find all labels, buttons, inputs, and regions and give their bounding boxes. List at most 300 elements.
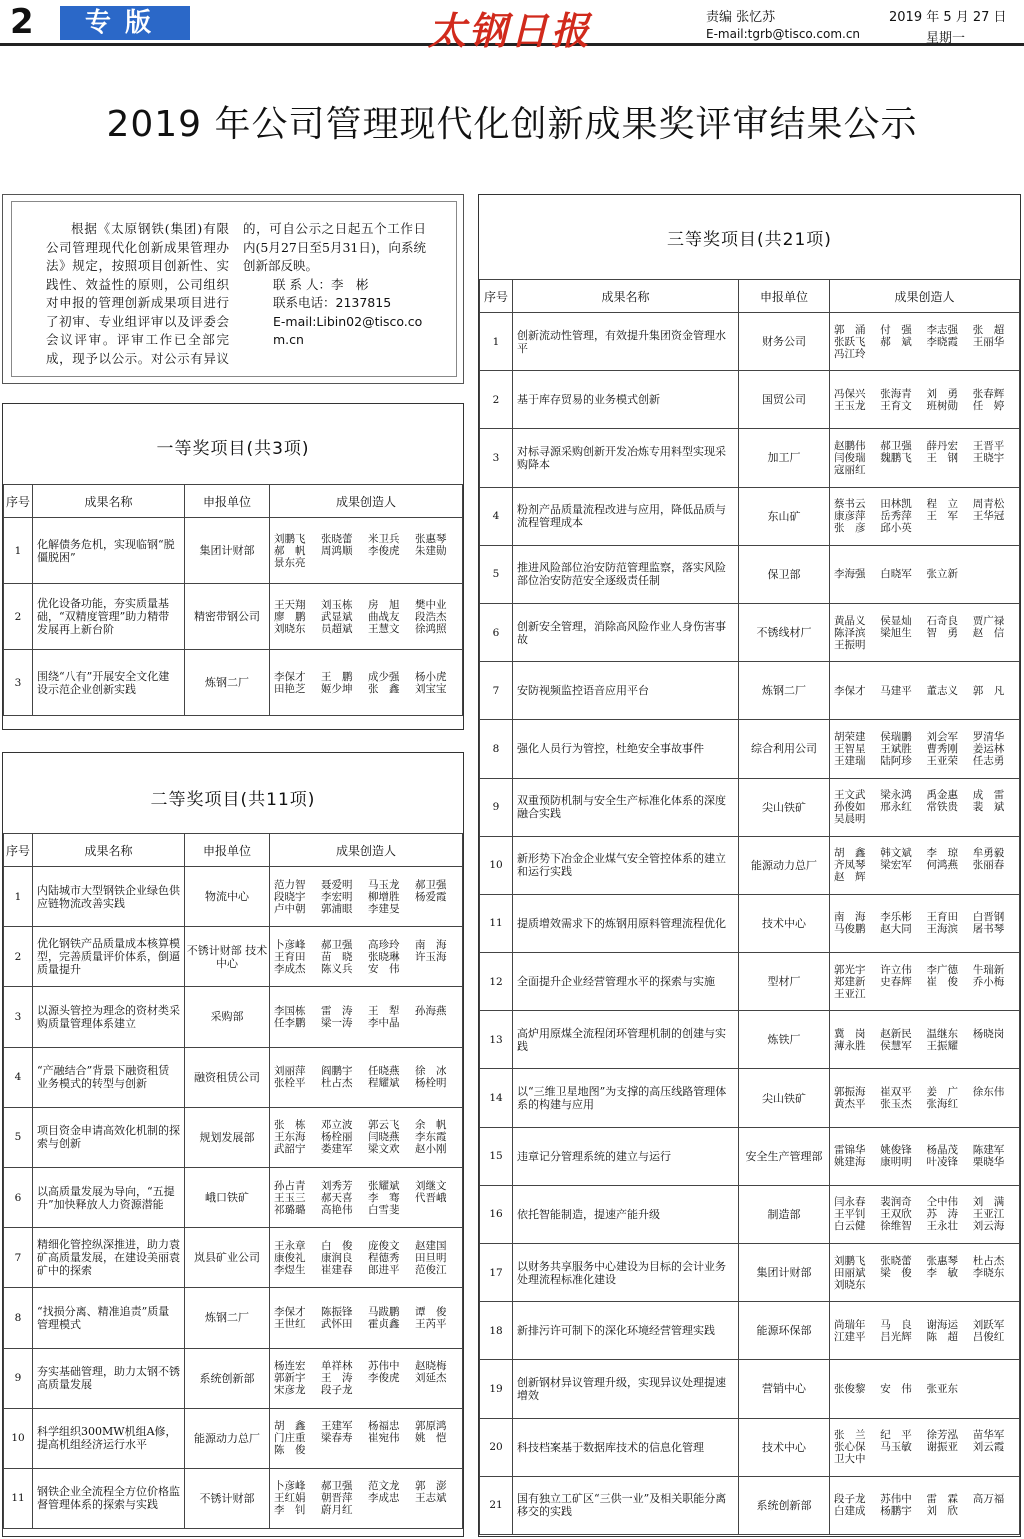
row-number: 16 bbox=[480, 1185, 513, 1243]
creator-name: 员超斌 bbox=[321, 622, 353, 635]
creator-name: 刘鹏飞 bbox=[274, 532, 306, 545]
creator-name: 梁文欢 bbox=[368, 1143, 400, 1156]
creators-list bbox=[834, 911, 1015, 935]
creators-cell bbox=[830, 894, 1020, 952]
project-name: 国有独立工矿区“三供一业”及相关职能分离移交的实践 bbox=[513, 1476, 739, 1534]
creator-name: 徐芳泓 bbox=[926, 1429, 958, 1442]
table-row bbox=[4, 1288, 463, 1348]
creator-name: 朝晋萍 bbox=[321, 1492, 353, 1505]
creator-name: 马建平 bbox=[880, 684, 912, 697]
creator-name: 郝卫强 bbox=[321, 938, 353, 951]
creators-cell bbox=[830, 953, 1020, 1011]
creator-name: 姚 恺 bbox=[415, 1432, 447, 1445]
applying-unit: 能源环保部 bbox=[739, 1302, 830, 1360]
creator-name: 康润良 bbox=[321, 1251, 353, 1264]
creator-name: 张心保 bbox=[834, 1441, 866, 1454]
creator-name: 田丽斌 bbox=[834, 1266, 866, 1279]
table-row bbox=[480, 487, 1020, 545]
creator-name: 李俊虎 bbox=[368, 1372, 400, 1385]
creator-name: 张 鑫 bbox=[368, 682, 400, 695]
creator-name: 王 犁 bbox=[368, 1004, 400, 1017]
creators-list bbox=[834, 324, 1015, 360]
table-row bbox=[4, 1228, 463, 1288]
creator-name: 裴润奇 bbox=[880, 1196, 912, 1209]
creator-name: 贾广禄 bbox=[972, 614, 1005, 627]
creator-name: 牟勇毅 bbox=[972, 847, 1005, 860]
creator-name: 罗清华 bbox=[972, 730, 1005, 743]
creator-name: 程耀斌 bbox=[368, 1077, 400, 1090]
creator-name: 班树勋 bbox=[926, 399, 958, 412]
table-row bbox=[4, 867, 463, 927]
project-name: 夯实基础管理，助力太钢不锈高质量发展 bbox=[33, 1348, 185, 1408]
creator-name: 刘鹏飞 bbox=[834, 1254, 866, 1267]
creators-cell bbox=[830, 1127, 1020, 1185]
creator-name: 杨晶茂 bbox=[926, 1144, 958, 1157]
applying-unit: 炼钢二厂 bbox=[739, 662, 830, 720]
table-row bbox=[480, 1244, 1020, 1302]
creator-name: 江建平 bbox=[834, 1330, 866, 1343]
creator-name: 郭新宇 bbox=[274, 1372, 306, 1385]
table-row bbox=[480, 836, 1020, 894]
applying-unit: 国贸公司 bbox=[739, 371, 830, 429]
creators-cell bbox=[830, 836, 1020, 894]
creator-name: 张晓琳 bbox=[368, 950, 400, 963]
creator-name: 白建成 bbox=[834, 1505, 866, 1518]
row-number: 7 bbox=[480, 662, 513, 720]
creator-name: 杨小虎 bbox=[415, 670, 447, 683]
creator-name: 孙占青 bbox=[274, 1179, 306, 1192]
table-row bbox=[480, 603, 1020, 661]
creators-list bbox=[834, 731, 1015, 767]
creator-name: 崔建春 bbox=[321, 1263, 353, 1276]
creator-name: 杜占杰 bbox=[321, 1077, 353, 1090]
creator-name: 胡 鑫 bbox=[274, 1420, 306, 1433]
applying-unit: 岚县矿业公司 bbox=[185, 1228, 270, 1288]
creator-name: 郭云飞 bbox=[368, 1119, 400, 1132]
second-prize-panel bbox=[2, 752, 464, 1537]
project-name: 以财务共享服务中心建设为目标的会计业务处理流程标准化建设 bbox=[513, 1244, 739, 1302]
creators-list bbox=[274, 533, 458, 569]
table-row bbox=[4, 1348, 463, 1408]
creator-name: 任晓燕 bbox=[368, 1065, 400, 1078]
creator-name: 成少强 bbox=[368, 670, 400, 683]
creator-name: 禹金惠 bbox=[926, 789, 958, 802]
creator-name: 薄永胜 bbox=[834, 1039, 866, 1052]
creators-cell bbox=[270, 584, 463, 650]
creator-name: 梁永鸿 bbox=[880, 789, 912, 802]
creators-list bbox=[834, 1028, 1015, 1052]
creator-name: 李保才 bbox=[274, 1305, 306, 1318]
creator-name: 娄建军 bbox=[321, 1143, 353, 1156]
row-number: 5 bbox=[480, 545, 513, 603]
first-prize-title: 一等奖项目(共3项) bbox=[156, 439, 310, 459]
creator-name: 崔 俊 bbox=[926, 975, 958, 988]
creator-name: 任李鹏 bbox=[274, 1016, 306, 1029]
creator-name: 王丽华 bbox=[972, 335, 1005, 348]
creator-name: 苗华军 bbox=[972, 1429, 1005, 1442]
col-unit: 申报单位 bbox=[739, 280, 830, 313]
creator-name: 王斌胜 bbox=[880, 742, 912, 755]
creator-name: 聂爱明 bbox=[321, 878, 353, 891]
creator-name: 刘 勇 bbox=[926, 387, 958, 400]
row-number: 4 bbox=[480, 487, 513, 545]
creator-name: 白 俊 bbox=[321, 1239, 353, 1252]
project-name: 创新安全管理，消除高风险作业人身伤害事故 bbox=[513, 603, 739, 661]
table-row bbox=[480, 371, 1020, 429]
creators-list bbox=[834, 1144, 1015, 1168]
creator-name: 王 涛 bbox=[321, 1372, 353, 1385]
project-name: 高炉用原煤全流程闭环管理机制的创建与实践 bbox=[513, 1011, 739, 1069]
creator-name: 李建旻 bbox=[368, 902, 400, 915]
issue-weekday: 星期一 bbox=[926, 31, 966, 46]
creator-name: 郝卫强 bbox=[415, 878, 447, 891]
creator-name: 赵大同 bbox=[880, 923, 912, 936]
col-creators: 成果创造人 bbox=[270, 485, 463, 518]
creators-cell bbox=[830, 778, 1020, 836]
creators-cell bbox=[830, 1011, 1020, 1069]
col-name: 成果名称 bbox=[33, 834, 185, 867]
creator-name: 纪 平 bbox=[880, 1429, 912, 1442]
row-number: 5 bbox=[4, 1107, 33, 1167]
creator-name: 李晓东 bbox=[972, 1266, 1005, 1279]
creator-name: 康俊礼 bbox=[274, 1251, 306, 1264]
first-prize-table bbox=[3, 484, 463, 716]
creator-name: 周青松 bbox=[972, 498, 1005, 511]
row-number: 13 bbox=[480, 1011, 513, 1069]
creator-name: 郭振海 bbox=[834, 1086, 866, 1099]
table-row bbox=[480, 1360, 1020, 1418]
creator-name: 刘继文 bbox=[415, 1179, 447, 1192]
project-name: 以高质量发展为导向，“五提升”加快释放人力资源潜能 bbox=[33, 1167, 185, 1227]
creator-name: 付 强 bbox=[880, 323, 912, 336]
creator-name: 郝 斌 bbox=[880, 335, 912, 348]
creator-name: 苏伟中 bbox=[880, 1493, 912, 1506]
table-row bbox=[480, 894, 1020, 952]
creator-name: 侯显灿 bbox=[880, 614, 912, 627]
row-number: 20 bbox=[480, 1418, 513, 1476]
row-number: 11 bbox=[480, 894, 513, 952]
table-row bbox=[480, 1011, 1020, 1069]
creators-list bbox=[274, 939, 458, 975]
creator-name: 邢永红 bbox=[880, 801, 912, 814]
creator-name: 王育田 bbox=[274, 950, 306, 963]
creator-name: 徐东伟 bbox=[972, 1086, 1005, 1099]
creator-name: 李晓霞 bbox=[926, 335, 958, 348]
creator-name: 李中晶 bbox=[368, 1016, 400, 1029]
project-name: 化解债务危机，实现临钢“脱僵脱困” bbox=[33, 518, 185, 584]
creator-name: 白云健 bbox=[834, 1220, 866, 1233]
row-number: 1 bbox=[480, 313, 513, 371]
project-name: 科技档案基于数据库技术的信息化管理 bbox=[513, 1418, 739, 1476]
creator-name: 姬少坤 bbox=[321, 682, 353, 695]
creator-name: 高艳伟 bbox=[321, 1203, 353, 1216]
creators-list bbox=[274, 1420, 458, 1456]
creator-name: 武韶宁 bbox=[274, 1143, 306, 1156]
project-name: 提质增效需求下的炼钢用原料管理流程优化 bbox=[513, 894, 739, 952]
creator-name: 尚瑞年 bbox=[834, 1318, 866, 1331]
creator-name: 张立新 bbox=[926, 568, 958, 581]
creator-name: 谭 俊 bbox=[415, 1305, 447, 1318]
applying-unit: 不锈线材厂 bbox=[739, 603, 830, 661]
row-number: 6 bbox=[4, 1167, 33, 1227]
creator-name: 黄晶义 bbox=[834, 614, 866, 627]
row-number: 10 bbox=[480, 836, 513, 894]
row-number: 18 bbox=[480, 1302, 513, 1360]
project-name: 推进风险部位治安防范管理监察，落实风险部位治安防范安全逐级责任制 bbox=[513, 545, 739, 603]
creator-name: 温继东 bbox=[926, 1027, 958, 1040]
creator-name: 陈 超 bbox=[926, 1330, 958, 1343]
creators-list bbox=[274, 599, 458, 635]
creator-name: 张丽春 bbox=[972, 859, 1005, 872]
creators-list bbox=[834, 1319, 1015, 1343]
creator-name: 张栓平 bbox=[274, 1077, 306, 1090]
creator-name: 张晓蕾 bbox=[880, 1254, 912, 1267]
project-name: 钢铁企业全流程全方位价格监督管理体系的探索与实践 bbox=[33, 1468, 185, 1528]
creators-cell bbox=[270, 1167, 463, 1227]
project-name: 全面提升企业经营管理水平的探索与实施 bbox=[513, 953, 739, 1011]
creator-name: 田林凯 bbox=[880, 498, 912, 511]
creator-name: 叶凌锋 bbox=[926, 1156, 958, 1169]
project-name: 优化钢铁产品质量成本核算模型，完善质量评价体系，倒逼质量提升 bbox=[33, 927, 185, 987]
creator-name: 郑建新 bbox=[834, 975, 866, 988]
creator-name: 刘跃军 bbox=[972, 1318, 1005, 1331]
creator-name: 乔小梅 bbox=[972, 975, 1005, 988]
creators-cell bbox=[830, 1244, 1020, 1302]
applying-unit: 不锈计财部 技术中心 bbox=[185, 927, 270, 987]
creator-name: 赵 辉 bbox=[834, 871, 866, 884]
creator-name: 王永壮 bbox=[926, 1220, 958, 1233]
row-number: 11 bbox=[4, 1468, 33, 1528]
creator-name: 冀 岗 bbox=[834, 1027, 866, 1040]
col-creators: 成果创造人 bbox=[830, 280, 1020, 313]
creator-name: 余 帆 bbox=[415, 1119, 447, 1132]
project-name: 新排污许可制下的深化环境经营管理实践 bbox=[513, 1302, 739, 1360]
creator-name: 蔡书云 bbox=[834, 498, 866, 511]
creator-name: 杨连宏 bbox=[274, 1360, 306, 1373]
creator-name: 周鸿顺 bbox=[321, 544, 353, 557]
creator-name: 段浩杰 bbox=[415, 610, 447, 623]
creators-cell bbox=[830, 429, 1020, 487]
creator-name: 雷 涛 bbox=[321, 1004, 353, 1017]
creator-name: 景东亮 bbox=[274, 556, 306, 569]
applying-unit: 型材厂 bbox=[739, 953, 830, 1011]
creator-name: 梁旭生 bbox=[880, 626, 912, 639]
creator-name: 李保才 bbox=[274, 670, 306, 683]
row-number: 8 bbox=[4, 1288, 33, 1348]
applying-unit: 尖山铁矿 bbox=[739, 1069, 830, 1127]
creators-list bbox=[274, 1360, 458, 1396]
table-row bbox=[4, 927, 463, 987]
creator-name: 代晋峨 bbox=[415, 1191, 447, 1204]
applying-unit: 安全生产管理部 bbox=[739, 1127, 830, 1185]
table-row bbox=[480, 1069, 1020, 1127]
project-name: 以“三维卫星地图”为支撑的高压线路管理体系的构建与应用 bbox=[513, 1069, 739, 1127]
creator-name: 王 鹏 bbox=[321, 670, 353, 683]
creator-name: 吕俊红 bbox=[972, 1330, 1005, 1343]
creator-name: 田艳芝 bbox=[274, 682, 306, 695]
project-name: “找损分离、精准追责”质量管理模式 bbox=[33, 1288, 185, 1348]
creator-name: 裴 斌 bbox=[972, 801, 1005, 814]
applying-unit: 技术中心 bbox=[739, 1418, 830, 1476]
creator-name: 刘晓东 bbox=[834, 1278, 866, 1291]
creator-name: 岳秀萍 bbox=[880, 510, 912, 523]
creator-name: 徐 冰 bbox=[415, 1065, 447, 1078]
creator-name: 程 立 bbox=[926, 498, 958, 511]
creator-name: 王建瑞 bbox=[834, 754, 866, 767]
creator-name: 李成杰 bbox=[274, 962, 306, 975]
creator-name: 郭光宇 bbox=[834, 963, 866, 976]
creator-name: 王海滨 bbox=[926, 923, 958, 936]
creator-name: 王晓宇 bbox=[972, 451, 1005, 464]
creator-name: 米卫兵 bbox=[368, 532, 400, 545]
creators-cell bbox=[270, 1107, 463, 1167]
applying-unit: 融资租赁公司 bbox=[185, 1047, 270, 1107]
creator-name: 王亚江 bbox=[972, 1208, 1005, 1221]
col-no: 序号 bbox=[4, 485, 33, 518]
creator-name: 李 钊 bbox=[274, 1504, 306, 1517]
creator-name: 曹秀刚 bbox=[926, 742, 958, 755]
creator-name: 霍贞鑫 bbox=[368, 1317, 400, 1330]
creator-name: 陆阿珍 bbox=[880, 754, 912, 767]
creator-name: 冯保兴 bbox=[834, 387, 866, 400]
creator-name: 王 军 bbox=[926, 510, 958, 523]
editor-email: E-mail:tgrb@tisco.com.cn bbox=[706, 27, 861, 41]
creator-name: 王平钊 bbox=[834, 1208, 866, 1221]
creator-name: 李国栋 bbox=[274, 1004, 306, 1017]
creator-name: 胡 鑫 bbox=[834, 847, 866, 860]
third-prize-panel bbox=[478, 194, 1021, 1537]
creator-name: 陈建军 bbox=[972, 1144, 1005, 1157]
editor-credit: 责编 张忆苏 bbox=[706, 10, 776, 25]
project-name: 优化设备功能，夯实质量基础，“双精度管理”助力精带发展再上新台阶 bbox=[33, 584, 185, 650]
creator-name: 郭浦眼 bbox=[321, 902, 353, 915]
creator-name: 刘会军 bbox=[926, 730, 958, 743]
creator-name: 王玉龙 bbox=[834, 399, 866, 412]
row-number: 14 bbox=[480, 1069, 513, 1127]
project-name: 项目资金申请高效化机制的探索与创新 bbox=[33, 1107, 185, 1167]
col-no: 序号 bbox=[480, 280, 513, 313]
creator-name: 王振耀 bbox=[926, 1039, 958, 1052]
creators-cell bbox=[270, 518, 463, 584]
creator-name: 白雪斐 bbox=[368, 1203, 400, 1216]
table-row bbox=[4, 518, 463, 584]
creator-name: 王华冠 bbox=[972, 510, 1005, 523]
row-number: 6 bbox=[480, 603, 513, 661]
creator-name: 谢振亚 bbox=[926, 1441, 958, 1454]
creator-name: 邓立波 bbox=[321, 1119, 353, 1132]
newspaper-logo: 太钢日报 bbox=[428, 8, 593, 53]
creator-name: 门庄重 bbox=[274, 1432, 306, 1445]
project-name: “产融结合”背景下融资租赁业务模式的转型与创新 bbox=[33, 1047, 185, 1107]
creators-cell bbox=[830, 1302, 1020, 1360]
creators-list bbox=[274, 879, 458, 915]
col-name: 成果名称 bbox=[513, 280, 739, 313]
creator-name: 成 雷 bbox=[972, 789, 1005, 802]
project-name: 对标寻源采购创新开发冶炼专用料型实现采购降本 bbox=[513, 429, 739, 487]
applying-unit: 规划发展部 bbox=[185, 1107, 270, 1167]
table-row bbox=[480, 662, 1020, 720]
creator-name: 任志勇 bbox=[972, 754, 1005, 767]
third-prize-title: 三等奖项目(共21项) bbox=[667, 230, 832, 250]
creator-name: 姜运林 bbox=[972, 742, 1005, 755]
creators-list bbox=[834, 388, 1015, 412]
creator-name: 李保才 bbox=[834, 684, 866, 697]
creator-name: 李成忠 bbox=[368, 1492, 400, 1505]
table-row bbox=[4, 1167, 463, 1227]
creator-name: 刘丽萍 bbox=[274, 1065, 306, 1078]
creator-name: 武显斌 bbox=[321, 610, 353, 623]
applying-unit: 集团计财部 bbox=[185, 518, 270, 584]
table-row bbox=[480, 429, 1020, 487]
table-row bbox=[4, 1107, 463, 1167]
creator-name: 庞俊文 bbox=[368, 1239, 400, 1252]
creator-name: 白晋钢 bbox=[972, 911, 1005, 924]
creators-list bbox=[834, 1086, 1015, 1110]
creator-name: 杨福忠 bbox=[368, 1420, 400, 1433]
contact-phone: 联系电话：2137815 bbox=[273, 295, 392, 310]
creator-name: 苏伟中 bbox=[368, 1360, 400, 1373]
creator-name: 刘延杰 bbox=[415, 1372, 447, 1385]
creator-name: 李 琼 bbox=[926, 847, 958, 860]
row-number: 19 bbox=[480, 1360, 513, 1418]
applying-unit: 综合利用公司 bbox=[739, 720, 830, 778]
creators-cell bbox=[830, 545, 1020, 603]
creator-name: 雷锦华 bbox=[834, 1144, 866, 1157]
creator-name: 王慧文 bbox=[368, 622, 400, 635]
creator-name: 高万福 bbox=[972, 1493, 1005, 1506]
creator-name: 段子龙 bbox=[321, 1384, 353, 1397]
creator-name: 王东海 bbox=[274, 1131, 306, 1144]
creator-name: 刘秀芳 bbox=[321, 1179, 353, 1192]
creators-cell bbox=[830, 1069, 1020, 1127]
row-number: 8 bbox=[480, 720, 513, 778]
creator-name: 崔宛伟 bbox=[368, 1432, 400, 1445]
creator-name: 宋彦龙 bbox=[274, 1384, 306, 1397]
creators-cell bbox=[830, 662, 1020, 720]
table-row bbox=[4, 1047, 463, 1107]
project-name: 围绕“八有”开展安全文化建设示范企业创新实践 bbox=[33, 650, 185, 716]
creator-name: 郝天喜 bbox=[321, 1191, 353, 1204]
creator-name: 姜 广 bbox=[926, 1086, 958, 1099]
contact-email: E-mail:Libin02@tisco.com.cn bbox=[273, 313, 423, 347]
creator-name: 刘宝宝 bbox=[415, 682, 447, 695]
creator-name: 石奇良 bbox=[926, 614, 958, 627]
table-row bbox=[480, 313, 1020, 371]
table-row bbox=[4, 584, 463, 650]
creator-name: 郝卫强 bbox=[321, 1480, 353, 1493]
creator-name: 仝中伟 bbox=[926, 1196, 958, 1209]
creators-cell bbox=[830, 1476, 1020, 1534]
creator-name: 张惠琴 bbox=[415, 532, 447, 545]
project-name: 依托智能制造，提速产能升级 bbox=[513, 1185, 739, 1243]
creator-name: 刘 欣 bbox=[926, 1505, 958, 1518]
creator-name: 马 良 bbox=[880, 1318, 912, 1331]
creator-name: 张耀斌 bbox=[368, 1179, 400, 1192]
project-name: 创新钢材异议管理升级，实现异议处理提速增效 bbox=[513, 1360, 739, 1418]
creator-name: 何鸿燕 bbox=[926, 859, 958, 872]
creators-list bbox=[834, 789, 1015, 825]
applying-unit: 系统创新部 bbox=[185, 1348, 270, 1408]
creator-name: 王芮平 bbox=[415, 1317, 447, 1330]
creator-name: 魏鹏飞 bbox=[880, 451, 912, 464]
creator-name: 李乐彬 bbox=[880, 911, 912, 924]
creators-cell bbox=[830, 313, 1020, 371]
creator-name: 廖 鹏 bbox=[274, 610, 306, 623]
creator-name: 李海强 bbox=[834, 568, 866, 581]
creator-name: 王永章 bbox=[274, 1239, 306, 1252]
creator-name: 张 彦 bbox=[834, 522, 866, 535]
row-number: 12 bbox=[480, 953, 513, 1011]
